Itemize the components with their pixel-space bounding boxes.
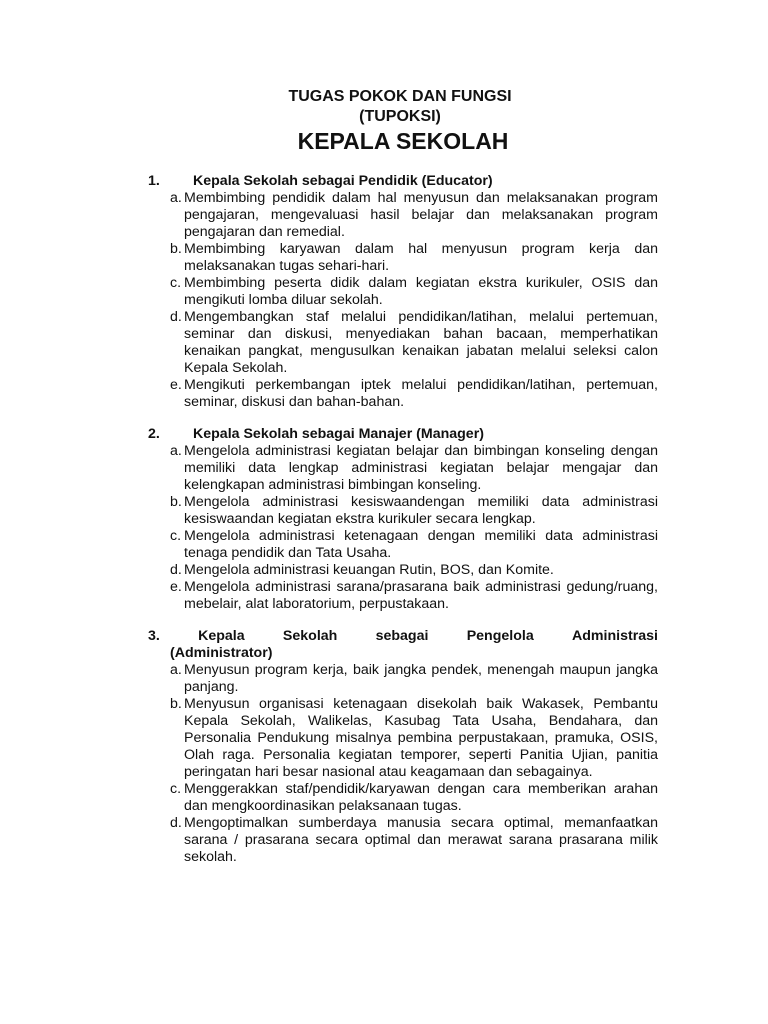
item-letter: a. [170,443,182,459]
item-letter: e. [170,377,182,393]
list-item [148,696,658,781]
item-letter: c. [170,275,182,291]
item-text: Mengelola administrasi sarana/prasarana baik administrasi gedung/ruang, mebelair, alat laboratorium, perpustakaan. [184,579,658,612]
item-letter: a. [170,190,182,206]
section-title-word: Administrasi [572,628,658,644]
section-administrator [148,628,658,866]
section-heading-line [148,628,658,645]
item-letter: c. [170,781,182,797]
item-text: Mengikuti perkembangan iptek melalui pendidikan/latihan, pertemuan, seminar, diskusi dan bahan-bahan. [184,377,658,410]
item-list [148,443,658,613]
item-list [148,190,658,411]
list-item [148,443,658,494]
item-list [148,662,658,866]
list-item [148,377,658,411]
item-letter: d. [170,562,182,578]
item-text: Menyusun organisasi ketenagaan disekolah baik Wakasek, Pembantu Kepala Sekolah, Walikelas, Kasubag Tata Usaha, Bendahara, dan Personalia Pendukung misalnya pembina perpustakaan, pramuka, OSIS, Olah raga. Personalia kegiatan temporer, seperti Panitia Ujian, panitia peringatan hari besar nasional atau keagamaan dan sebagainya. [184,696,658,780]
list-item [148,815,658,866]
section-number: 3. [148,628,160,644]
item-text: Mengelola administrasi keuangan Rutin, BOS, dan Komite. [184,562,554,578]
item-letter: b. [170,696,182,712]
list-item [148,528,658,562]
section-heading [148,628,658,662]
item-text: Mengembangkan staf melalui pendidikan/latihan, melalui pertemuan, seminar dan diskusi, menyediakan bahan bacaan, memperhatikan kenaikan pangkat, mengusulkan kenaikan jabatan melalui seleksi calon Kepala Sekolah. [184,309,658,376]
list-item [148,241,658,275]
item-text: Mengoptimalkan sumberdaya manusia secara optimal, memanfaatkan sarana / prasarana secara optimal dan merawat sarana prasarana milik sekolah. [184,815,658,865]
list-item [148,494,658,528]
section-title-word: Pengelola [466,628,534,644]
section-heading [148,426,658,443]
item-letter: c. [170,528,182,544]
list-item [148,781,658,815]
item-letter: a. [170,662,182,678]
section-number: 1. [148,173,160,189]
list-item [148,190,658,241]
item-text: Membimbing pendidik dalam hal menyusun dan melaksanakan program pengajaran, mengevaluasi hasil belajar dan melaksanakan program pengajaran dan remedial. [184,190,658,240]
item-text: Mengelola administrasi kegiatan belajar dan bimbingan konseling dengan memiliki data lengkap administrasi kegiatan belajar mengajar dan kelengkapan administrasi bimbingan konseling. [184,443,658,493]
list-item [148,275,658,309]
section-number: 2. [148,426,160,442]
item-text: Mengelola administrasi ketenagaan dengan memiliki data administrasi tenaga pendidik dan Tata Usaha. [184,528,658,561]
section-heading [148,173,658,190]
item-letter: b. [170,494,182,510]
item-letter: e. [170,579,182,595]
item-text: Menyusun program kerja, baik jangka pendek, menengah maupun jangka panjang. [184,662,658,695]
item-text: Membimbing karyawan dalam hal menyusun program kerja dan melaksanakan tugas sehari-hari. [184,241,658,274]
section-title-continuation: (Administrator) [170,645,273,661]
doc-title-main: KEPALA SEKOLAH [297,128,509,154]
section-educator [148,173,658,411]
list-item [148,662,658,696]
item-letter: d. [170,309,182,325]
section-title-word: Sekolah [282,628,338,644]
list-item [148,562,658,579]
section-manager [148,426,658,613]
item-text: Membimbing peserta didik dalam kegiatan ekstra kurikuler, OSIS dan mengikuti lomba diluar sekolah. [184,275,658,308]
section-title-word: Kepala [198,628,245,644]
section-title: Kepala Sekolah sebagai Manajer (Manager) [193,426,484,442]
item-letter: b. [170,241,182,257]
list-item [148,309,658,377]
item-text: Menggerakkan staf/pendidik/karyawan dengan cara memberikan arahan dan mengkoordinasikan pelaksanaan tugas. [184,781,658,814]
item-text: Mengelola administrasi kesiswaandengan memiliki data administrasi kesiswaandan kegiatan ekstra kurikuler secara lengkap. [184,494,658,527]
section-title-word: sebagai [375,628,429,644]
list-item [148,579,658,613]
doc-title-line2: (TUPOKSI) [359,108,441,125]
item-letter: d. [170,815,182,831]
doc-title-line1: TUGAS POKOK DAN FUNGSI [288,88,512,105]
section-title: Kepala Sekolah sebagai Pendidik (Educator) [193,173,493,189]
